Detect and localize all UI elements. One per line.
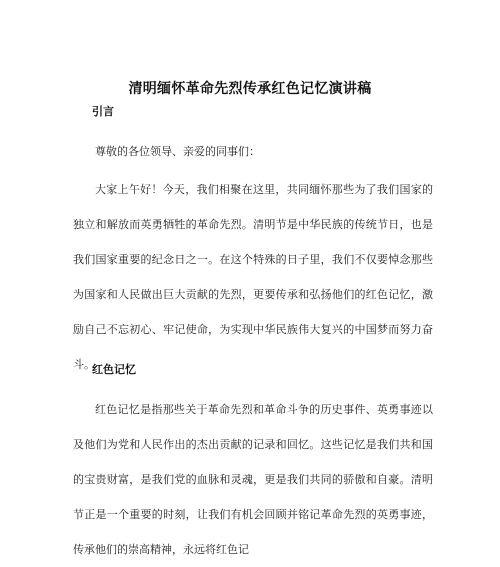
section-heading-intro: 引言 xyxy=(92,105,114,118)
salutation-text: 尊敬的各位领导、亲爱的同事们： xyxy=(95,145,260,158)
section-heading-red-memory: 红色记忆 xyxy=(92,363,136,376)
red-memory-paragraph: 红色记忆是指那些关于革命先烈和革命斗争的历史事件、英勇事迹以及他们为党和人民作出的杰出贡献的记录和回忆。这些记忆是我们共和国的宝贵财富，是我们党的血脉和灵魂，更是我们共同的骄傲和自豪。清明节正是一个重要的时刻，让我们有机会回顾并铭记革命先烈的英勇事迹，传承他们的崇高精神，永远将红色记 xyxy=(73,403,433,556)
document-title: 清明缅怀革命先烈传承红色记忆演讲稿 xyxy=(128,81,372,97)
intro-paragraph: 大家上午好！今天，我们相聚在这里，共同缅怀那些为了我们国家的独立和解放而英勇牺牲的革命先烈。清明节是中华民族的传统节日，也是我们国家重要的纪念日之一。在这个特殊的日子里，我们不仅要悼念那些为国家和人民做出巨大贡献的先烈，更要传承和弘扬他们的红色记忆，激励自己不忘初心、牢记使命，为实现中华民族伟大复兴的中国梦而努力奋斗。 xyxy=(73,183,433,371)
